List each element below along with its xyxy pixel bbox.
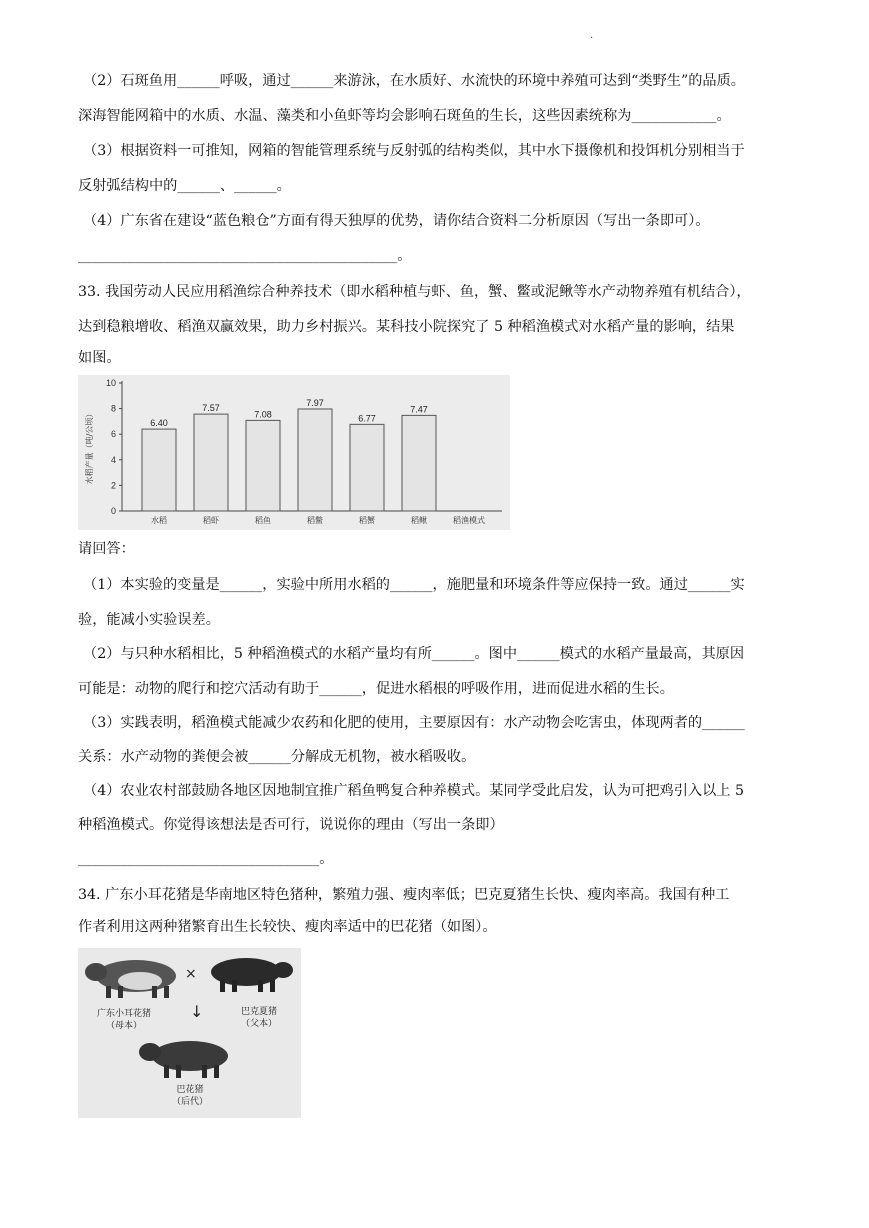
bar-1: [194, 414, 228, 511]
data-label-5: 7.47: [410, 404, 428, 415]
offspring-caption: [160, 1084, 220, 1108]
q33-2-line2: 可能是：动物的爬行和挖穴活动有助于______，促进水稻根的呼吸作用，进而促进水稻的生长。: [78, 681, 674, 697]
bar-4: [350, 424, 384, 511]
data-label-0: 6.40: [150, 418, 168, 429]
header-mark: .: [590, 30, 594, 41]
father-name: 巴克夏猪: [240, 1007, 277, 1017]
y-tick-label: 10: [105, 378, 116, 388]
y-tick-label: 2: [110, 480, 116, 491]
q32-4-line1: （4）广东省在建设“蓝色粮仓”方面有得天独厚的优势，请你结合资料二分析原因（写出一条即可）。: [83, 213, 710, 229]
y-axis-label: 水稻产量（吨/公顷）: [85, 409, 94, 485]
cross-symbol: ×: [185, 966, 197, 982]
bar-2: [246, 420, 280, 511]
x-tick-label-4: 稻蟹: [359, 516, 375, 525]
y-tick-label: 4: [110, 454, 116, 465]
x-tick-label-0: 水稻: [151, 516, 167, 525]
x-tick-label-2: 稻鱼: [255, 516, 271, 525]
data-label-4: 6.77: [358, 413, 376, 424]
mother-caption: [82, 1008, 166, 1032]
bar-3: [298, 409, 332, 511]
mother-pig-image: [85, 960, 176, 998]
offspring-name: 巴花猪: [176, 1085, 204, 1095]
chart-svg: [78, 375, 510, 530]
q33-1-line2: 验，能减小实验误差。: [78, 612, 220, 628]
data-label-2: 7.08: [254, 409, 272, 420]
q33-prompt: 请回答：: [78, 541, 135, 557]
q32-4-answer-blank: _____________________________________________。: [78, 248, 412, 264]
offspring-pig-image: [139, 1041, 228, 1078]
q33-4-answer-blank: __________________________________。: [78, 851, 334, 867]
q33-4-line2: 种稻渔模式。你觉得该想法是否可行，说说你的理由（写出一条即）: [78, 817, 504, 833]
bar-5: [402, 415, 436, 511]
q33-3-line2: 关系：水产动物的粪便会被______分解成无机物，被水稻吸收。: [78, 749, 476, 765]
q33-3-line1: （3）实践表明，稻渔模式能减少农药和化肥的使用，主要原因有：水产动物会吃害虫，体现两者的______: [83, 715, 745, 731]
father-role: （父本）: [240, 1019, 277, 1029]
x-tick-label-1: 稻虾: [203, 516, 219, 525]
bar-0: [142, 429, 176, 511]
q33-1-line1: （1）本实验的变量是______，实验中所用水稻的______，施肥量和环境条件等应保持一致。通过______实: [83, 577, 745, 593]
q32-3-line1: （3）根据资料一可推知，网箱的智能管理系统与反射弧的结构类似，其中水下摄像机和投饵机分别相当于: [83, 143, 745, 159]
x-tick-label-3: 稻鳖: [307, 516, 323, 525]
x-tick-label-5: 稻鳅: [411, 516, 427, 525]
father-pig-image: [211, 958, 293, 992]
y-tick-label: 6: [110, 429, 116, 440]
father-caption: [224, 1006, 294, 1030]
mother-role: （母本）: [105, 1021, 142, 1031]
q34-intro-line2: 作者利用这两种猪繁育出生长较快、瘦肉率适中的巴花猪（如图）。: [78, 919, 497, 935]
rice-yield-bar-chart: [78, 375, 510, 530]
offspring-role: （后代）: [171, 1097, 208, 1107]
x-axis-label: 稻渔模式: [453, 516, 485, 525]
mother-name: 广东小耳花猪: [96, 1009, 151, 1019]
y-tick-label: 8: [110, 403, 116, 414]
arrow-down-icon: ↓: [190, 1002, 204, 1021]
q33-intro-line1: 33. 我国劳动人民应用稻渔综合种养技术（即水稻种植与虾、鱼，蟹、鳖或泥鳅等水产动物养殖有机结合），: [78, 284, 751, 300]
q32-2-line2: 深海智能网箱中的水质、水温、藻类和小鱼虾等均会影响石斑鱼的生长，这些因素统称为____________。: [78, 108, 731, 124]
q32-2-line1: （2）石斑鱼用______呼吸，通过______来游泳，在水质好、水流快的环境中养殖可达到“类野生”的品质。: [83, 73, 745, 89]
q33-4-line1: （4）农业农村部鼓励各地区因地制宜推广稻鱼鸭复合种养模式。某同学受此启发，认为可把鸡引入以上 5: [83, 783, 745, 799]
y-tick-label: 0: [110, 506, 116, 516]
data-label-3: 7.97: [306, 397, 324, 408]
data-label-1: 7.57: [202, 403, 220, 414]
q33-intro-line2: 达到稳粮增收、稻渔双赢效果，助力乡村振兴。某科技小院探究了 5 种稻渔模式对水稻产量的影响，结果: [78, 319, 735, 335]
q32-3-line2: 反射弧结构中的______、______。: [78, 178, 291, 194]
q33-intro-line3: 如图。: [78, 350, 121, 366]
pig-breeding-figure: [78, 948, 301, 1118]
q33-2-line1: （2）与只种水稻相比，5 种稻渔模式的水稻产量均有所______。图中______模式的水稻产量最高，其原因: [83, 646, 745, 662]
q34-intro-line1: 34. 广东小耳花猪是华南地区特色猪种，繁殖力强、瘦肉率低；巴克夏猪生长快、瘦肉率高。我国有种工: [78, 887, 730, 903]
